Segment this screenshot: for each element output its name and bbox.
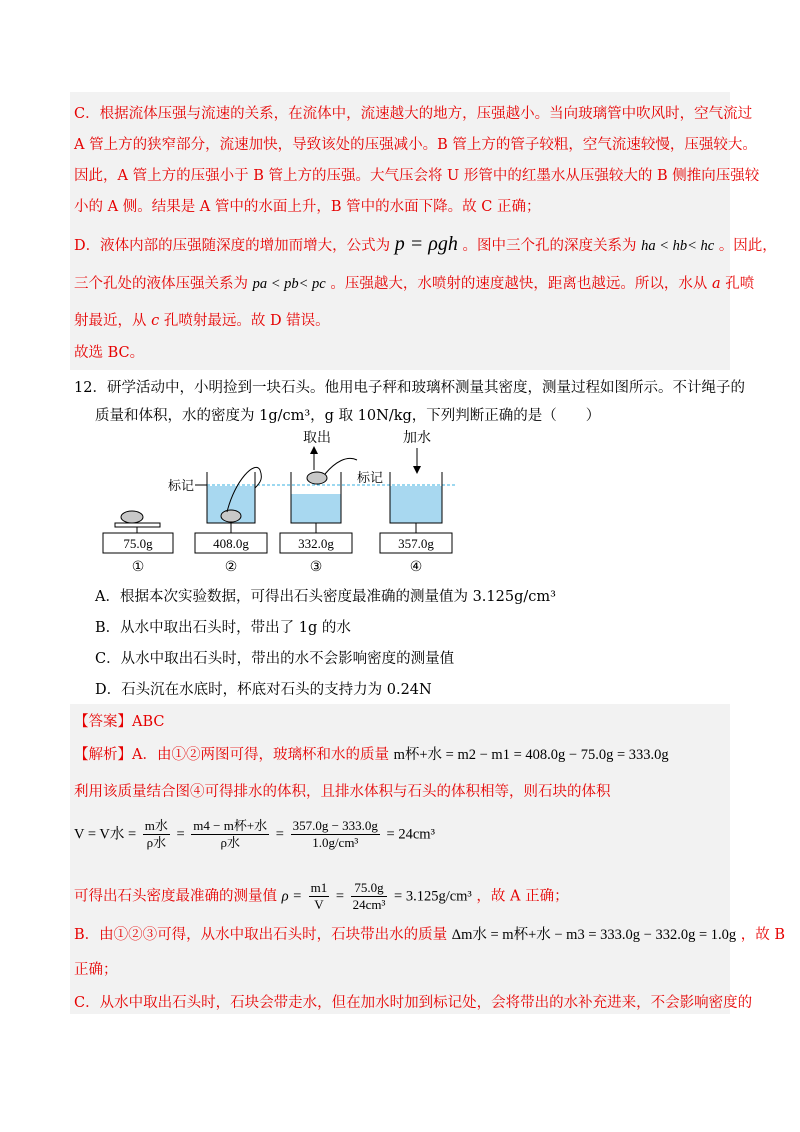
analysis-b-text-2: ，故 B	[740, 927, 785, 943]
explain-d-text-b: 。图中三个孔的深度关系为	[462, 238, 637, 254]
analysis-label: 【解析】	[74, 747, 132, 763]
explain-d-text-a: D．液体内部的压强随深度的增加而增大，公式为	[74, 238, 391, 254]
formula-density-result: = 3.125g/cm³	[394, 888, 472, 905]
experiment-diagram	[95, 430, 475, 580]
answer-label: 【答案】ABC	[74, 714, 165, 730]
explain-c-line-4: 小的 A 侧。结果是 A 管中的水面上升，B 管中的水面下降。故 C 正确；	[74, 199, 541, 215]
label-add-water: 加水	[403, 430, 431, 446]
string-3	[325, 458, 357, 474]
analysis-a-text-3: 可得出石头密度最准确的测量值	[74, 888, 277, 905]
question-number: 12．	[74, 380, 107, 396]
formula-volume-lhs: V = V水 =	[74, 826, 137, 843]
pressure-relation: pa < pb< pc	[252, 276, 326, 292]
question-line-1	[74, 378, 745, 398]
frac-mass-diff: $\frac{\text{m4 − m杯+水}}{\text{ρ水}}$	[193, 818, 268, 850]
question-line-2: 质量和体积，水的密度为 1g/cm³，g 取 10N/kg，下列判断正确的是（ ）	[95, 408, 601, 424]
frac-numeric: $\frac{357.0g - 333.0g}{\text{1.0g/cm³}}$	[292, 818, 378, 850]
label-take-out: 取出	[303, 430, 331, 446]
hole-c: c	[151, 313, 160, 329]
analysis-a-line-3: 可得出石头密度最准确的测量值 ρ = $\frac{m1}{V}$ = $\frac{75.0g}{\text{24cm³}}$ = 3.125g/cm³ ，故 A 正确；	[74, 880, 569, 912]
formula-volume-result: = 24cm³	[386, 826, 435, 843]
reading-1: 75.0g	[123, 536, 153, 551]
reading-4: 357.0g	[398, 536, 434, 551]
step-3: ③	[309, 559, 323, 575]
formula-carried-water: Δm水 = m杯+水 − m3 = 333.0g − 332.0g = 1.0g	[451, 927, 737, 943]
formula-cup-water-mass: m杯+水 = m2 − m1 = 408.0g − 75.0g = 333.0g	[393, 747, 669, 763]
explain-d-text-f: 孔喷	[725, 276, 755, 292]
mark-label-right: 标记	[357, 471, 384, 486]
analysis-b-text-1: B．由①②③可得，从水中取出石头时，石块带出水的质量	[74, 927, 448, 943]
beaker-3-water	[291, 494, 341, 523]
analysis-a-text-4: ，故 A 正确；	[476, 888, 569, 905]
question-text-1: 研学活动中，小明捡到一块石头。他用电子秤和玻璃杯测量其密度，测量过程如图所示。不计绳子的	[106, 380, 745, 396]
option-c: C．从水中取出石头时，带出的水不会影响密度的测量值	[95, 651, 455, 667]
explain-c-line-2: A 管上方的狭窄部分，流速加快，导致该处的压强减小。B 管上方的管子较粗，空气流速较慢，压强较大。	[74, 137, 757, 153]
scale-3	[280, 430, 383, 575]
explain-d-line-2	[74, 274, 754, 294]
analysis-b-line-2: 正确；	[74, 962, 118, 978]
explain-d-text-e: 。压强越大，水喷射的速度越快，距离也越远。所以，水从	[330, 276, 708, 292]
mark-label-left: 标记	[168, 479, 195, 494]
formula-volume: V = V水 = $\frac{\text{m水}}{\text{ρ水}}$ = $\frac{\text{m4 − m杯+水}}{\text{ρ水}}$ = $\frac{357.0g - 333.0g}{\text{1.0g/cm³}}$ = 24cm³	[74, 818, 435, 850]
explain-c-line-3: 因此，A 管上方的压强小于 B 管上方的压强。大气压会将 U 形管中的红墨水从压强较大的 B 侧推向压强较	[74, 168, 760, 184]
analysis-a-line-2: 利用该质量结合图④可得排水的体积，且排水体积与石头的体积相等，则石块的体积	[74, 784, 611, 800]
step-4: ④	[409, 559, 423, 575]
option-d: D．石头沉在水底时，杯底对石头的支持力为 0.24N	[95, 682, 432, 698]
reading-2: 408.0g	[213, 536, 249, 551]
step-1: ①	[131, 559, 145, 575]
analysis-a-text-1: A．由①②两图可得，玻璃杯和水的质量	[132, 747, 389, 763]
step-2: ②	[224, 559, 238, 575]
frac-mass-over-density: $\frac{\text{m水}}{\text{ρ水}}$	[144, 818, 168, 850]
analysis-c-line: C．从水中取出石头时，石块会带走水，但在加水时加到标记处，会将带出的水补充进来，不会影响密度的	[74, 995, 753, 1011]
explain-d-text-d: 三个孔处的液体压强关系为	[74, 276, 248, 292]
option-a: A．根据本次实验数据，可得出石头密度最准确的测量值为 3.125g/cm³	[95, 589, 556, 605]
scale-4	[380, 430, 452, 575]
hole-a: a	[711, 276, 721, 292]
explain-c-line-1: C．根据流体压强与流速的关系，在流体中，流速越大的地方，压强越小。当向玻璃管中吹风时，空气流过	[74, 106, 753, 122]
explain-d-text-c: 。因此，	[718, 238, 777, 254]
option-b: B．从水中取出石头时，带出了 1g 的水	[95, 620, 351, 636]
scale-1	[103, 511, 173, 575]
stone-3	[307, 472, 327, 484]
pressure-formula: p = ρgh	[394, 233, 458, 255]
scale-2	[168, 467, 267, 575]
explain-d-line-3	[74, 311, 330, 331]
analysis-a-line-1	[74, 745, 669, 765]
beaker-4-water	[390, 486, 442, 523]
analysis-b-line-1	[74, 925, 785, 945]
reading-3: 332.0g	[298, 536, 334, 551]
stone-2	[221, 510, 241, 522]
scale-1-plate	[115, 523, 160, 527]
depth-relation: ha < hb< hc	[641, 238, 715, 254]
conclusion-prev: 故选 BC。	[74, 345, 145, 361]
explain-d-text-g: 射最近，从	[74, 313, 147, 329]
explain-d-line-1	[74, 234, 777, 256]
explain-d-text-h: 孔喷射最远。故 D 错误。	[163, 313, 330, 329]
frac-density: $\frac{m1}{V}$	[310, 880, 328, 912]
frac-density-numeric: $\frac{75.0g}{\text{24cm³}}$	[352, 880, 386, 912]
stone-1	[121, 511, 143, 523]
